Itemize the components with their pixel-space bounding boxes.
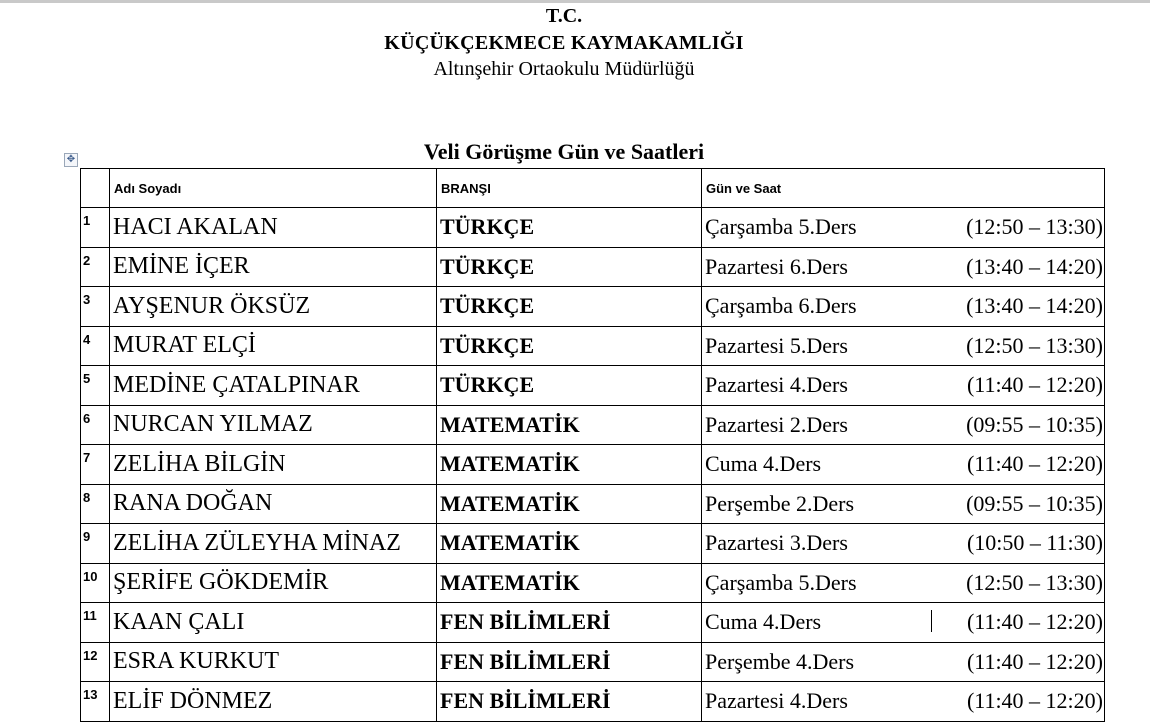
meeting-time: (11:40 – 12:20) — [966, 451, 1103, 477]
teacher-name: ZELİHA BİLGİN — [110, 445, 437, 485]
teacher-name: ZELİHA ZÜLEYHA MİNAZ — [110, 524, 437, 564]
meeting-time: (09:55 – 10:35) — [966, 411, 1103, 437]
teacher-name: RANA DOĞAN — [110, 484, 437, 524]
meeting-day: Çarşamba 5.Ders — [705, 214, 857, 240]
table-row[interactable] — [81, 603, 1105, 643]
teacher-branch: MATEMATİK — [437, 524, 702, 564]
teacher-branch: TÜRKÇE — [437, 208, 702, 248]
teacher-branch: MATEMATİK — [437, 484, 702, 524]
teacher-name: MURAT ELÇİ — [110, 326, 437, 366]
meeting-day-time — [702, 484, 1105, 524]
meeting-day-time — [702, 405, 1105, 445]
meeting-day-time — [702, 208, 1105, 248]
table-row[interactable] — [81, 405, 1105, 445]
teacher-name: ESRA KURKUT — [110, 642, 437, 682]
teacher-name: ELİF DÖNMEZ — [110, 682, 437, 722]
meeting-day-time — [702, 603, 1105, 643]
text-cursor — [931, 610, 932, 632]
teacher-branch: FEN BİLİMLERİ — [437, 603, 702, 643]
row-number: 6 — [81, 405, 110, 445]
table-row[interactable] — [81, 287, 1105, 327]
meeting-day: Pazartesi 4.Ders — [705, 372, 848, 398]
teacher-branch: FEN BİLİMLERİ — [437, 682, 702, 722]
table-row[interactable] — [81, 682, 1105, 722]
meeting-day: Pazartesi 3.Ders — [705, 530, 848, 556]
teacher-branch: MATEMATİK — [437, 563, 702, 603]
meeting-time: (11:40 – 12:20) — [966, 609, 1103, 635]
teacher-name: AYŞENUR ÖKSÜZ — [110, 287, 437, 327]
row-number: 5 — [81, 366, 110, 406]
table-header-row — [81, 169, 1105, 208]
meeting-day: Cuma 4.Ders — [705, 609, 822, 635]
teacher-name: KAAN ÇALI — [110, 603, 437, 643]
meeting-day-time — [702, 445, 1105, 485]
row-number: 13 — [81, 682, 110, 722]
meeting-time: (12:50 – 13:30) — [966, 214, 1103, 240]
meeting-day-time — [702, 642, 1105, 682]
meeting-day-time — [702, 247, 1105, 287]
table-move-handle-icon[interactable]: ✥ — [64, 153, 78, 167]
row-number: 12 — [81, 642, 110, 682]
meeting-time: (13:40 – 14:20) — [966, 293, 1103, 319]
row-number: 7 — [81, 445, 110, 485]
meeting-day: Perşembe 2.Ders — [705, 490, 855, 516]
meeting-time: (09:55 – 10:35) — [966, 490, 1103, 516]
meeting-day: Pazartesi 5.Ders — [705, 332, 848, 358]
header-republic: T.C. — [545, 5, 583, 27]
table-row[interactable] — [81, 445, 1105, 485]
row-number: 3 — [81, 287, 110, 327]
table-row[interactable] — [81, 563, 1105, 603]
header-day-time: Gün ve Saat — [702, 169, 1105, 208]
meeting-time: (12:50 – 13:30) — [966, 332, 1103, 358]
meeting-day-time — [702, 524, 1105, 564]
meeting-day: Pazartesi 2.Ders — [705, 411, 848, 437]
row-number: 11 — [81, 603, 110, 643]
teacher-branch: TÜRKÇE — [437, 326, 702, 366]
teacher-name: EMİNE İÇER — [110, 247, 437, 287]
row-number: 10 — [81, 563, 110, 603]
meeting-time: (11:40 – 12:20) — [966, 688, 1103, 714]
meeting-day: Çarşamba 5.Ders — [705, 569, 857, 595]
meeting-day: Perşembe 4.Ders — [705, 648, 855, 674]
meeting-day: Çarşamba 6.Ders — [705, 293, 857, 319]
teacher-name: ŞERİFE GÖKDEMİR — [110, 563, 437, 603]
table-row[interactable] — [81, 326, 1105, 366]
meeting-time: (11:40 – 12:20) — [966, 648, 1103, 674]
meeting-time: (10:50 – 11:30) — [966, 530, 1103, 556]
header-branch: BRANŞI — [437, 169, 702, 208]
table-row[interactable] — [81, 366, 1105, 406]
table-row[interactable] — [81, 247, 1105, 287]
meeting-time: (11:40 – 12:20) — [966, 372, 1103, 398]
teacher-branch: MATEMATİK — [437, 405, 702, 445]
header-name: Adı Soyadı — [110, 169, 437, 208]
row-number: 1 — [81, 208, 110, 248]
schedule-table — [80, 168, 1105, 722]
header-governorship: KÜÇÜKÇEKMECE KAYMAKAMLIĞI — [384, 32, 744, 54]
row-number: 9 — [81, 524, 110, 564]
meeting-time: (12:50 – 13:30) — [966, 569, 1103, 595]
header-school: Altınşehir Ortaokulu Müdürlüğü — [433, 58, 695, 80]
teacher-branch: MATEMATİK — [437, 445, 702, 485]
teacher-branch: TÜRKÇE — [437, 366, 702, 406]
meeting-day: Pazartesi 6.Ders — [705, 253, 848, 279]
table-title: Veli Görüşme Gün ve Saatleri — [423, 139, 705, 164]
meeting-day: Pazartesi 4.Ders — [705, 688, 848, 714]
meeting-day: Cuma 4.Ders — [705, 451, 822, 477]
header-number-cell — [81, 169, 110, 208]
teacher-name: MEDİNE ÇATALPINAR — [110, 366, 437, 406]
meeting-day-time — [702, 563, 1105, 603]
teacher-branch: FEN BİLİMLERİ — [437, 642, 702, 682]
teacher-branch: TÜRKÇE — [437, 247, 702, 287]
teacher-branch: TÜRKÇE — [437, 287, 702, 327]
row-number: 8 — [81, 484, 110, 524]
table-row[interactable] — [81, 524, 1105, 564]
row-number: 4 — [81, 326, 110, 366]
meeting-time: (13:40 – 14:20) — [966, 253, 1103, 279]
table-row[interactable] — [81, 642, 1105, 682]
window-top-border — [0, 0, 1150, 3]
meeting-day-time — [702, 682, 1105, 722]
teacher-name: NURCAN YILMAZ — [110, 405, 437, 445]
row-number: 2 — [81, 247, 110, 287]
meeting-day-time — [702, 326, 1105, 366]
table-row[interactable] — [81, 484, 1105, 524]
meeting-day-time — [702, 366, 1105, 406]
table-row[interactable] — [81, 208, 1105, 248]
teacher-name: HACI AKALAN — [110, 208, 437, 248]
meeting-day-time — [702, 287, 1105, 327]
